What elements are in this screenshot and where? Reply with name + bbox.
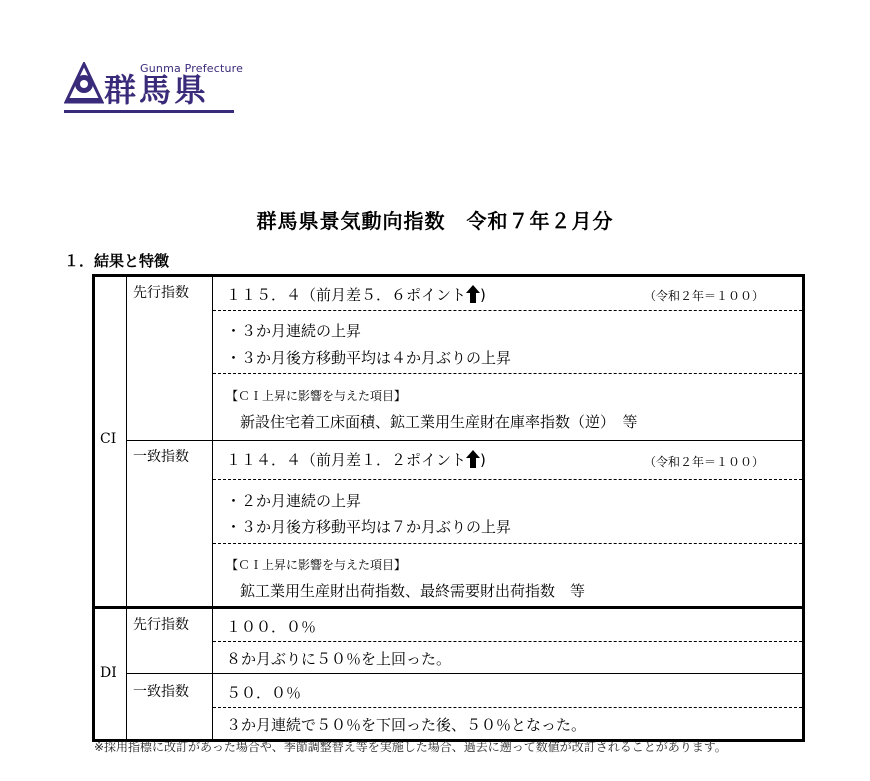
footnote: ※採用指標に改訂があった場合や、季節調整替え等を実施した場合、過去に遡って数値が改訂されることがあります。 (94, 740, 727, 754)
di-leading-value: １００．０％ (226, 618, 317, 636)
logo-underline (64, 110, 234, 113)
dashed-divider (213, 373, 802, 374)
logo-english: Gunma Prefecture (140, 62, 244, 75)
ci-leading-value (226, 285, 486, 304)
ci-coincident-point2: ・３か月後方移動平均は７か月ぶりの上昇 (226, 518, 512, 536)
di-leading-note: ８か月ぶりに５０％を上回った。 (226, 650, 452, 668)
section-heading: １．結果と特徴 (64, 252, 170, 270)
ci-coincident-impact-head: 【ＣＩ上昇に影響を与えた項目】 (226, 558, 407, 572)
ci-leading-point1: ・３か月連続の上昇 (226, 322, 362, 340)
row-divider (127, 440, 802, 441)
up-arrow-icon (466, 285, 480, 303)
ci-coincident-value-text: １１４．４（前月差１．２ポイント (226, 451, 467, 469)
gunma-emblem-icon (64, 62, 104, 108)
ci-leading-impact-items: 新設住宅着工床面積、鉱工業用生産財在庫率指数（逆） 等 (240, 413, 638, 431)
ci-leading-point2: ・３か月後方移動平均は４か月ぶりの上昇 (226, 349, 512, 367)
row-divider (127, 673, 802, 674)
ci-leading-impact-head: 【ＣＩ上昇に影響を与えた項目】 (226, 389, 407, 403)
up-arrow-icon (466, 450, 480, 468)
di-leading-label: 先行指数 (133, 617, 189, 633)
dashed-divider (213, 543, 802, 544)
dashed-divider (213, 641, 802, 642)
column-divider (126, 277, 127, 739)
gunma-logo (64, 62, 244, 114)
ci-coincident-point1: ・２か月連続の上昇 (226, 492, 362, 510)
ci-coincident-value (226, 450, 486, 469)
di-coincident-note: ３か月連続で５０％を下回った後、５０％となった。 (226, 716, 587, 734)
ci-coincident-base: （令和２年＝１００） (644, 455, 765, 469)
logo-japanese: 群馬県 (104, 71, 210, 109)
ci-coincident-impact-items: 鉱工業用生産財出荷指数、最終需要財出荷指数 等 (240, 582, 586, 600)
di-coincident-label: 一致指数 (133, 684, 189, 700)
ci-leading-value-text: １１５．４（前月差５．６ポイント (226, 286, 467, 304)
ci-table (92, 274, 805, 609)
column-divider (212, 277, 213, 739)
dashed-divider (213, 707, 802, 708)
ci-leading-label: 先行指数 (133, 285, 189, 301)
closing-paren: ) (480, 451, 486, 469)
ci-coincident-label: 一致指数 (133, 449, 189, 465)
page-title: 群馬県景気動向指数 令和７年２月分 (256, 209, 614, 233)
di-label: DI (100, 665, 117, 681)
ci-leading-base: （令和２年＝１００） (644, 289, 765, 303)
dashed-divider (213, 310, 802, 311)
ci-label: CI (100, 431, 117, 447)
closing-paren: ) (480, 286, 486, 304)
dashed-divider (213, 479, 802, 480)
di-coincident-value: ５０．０％ (226, 684, 302, 702)
